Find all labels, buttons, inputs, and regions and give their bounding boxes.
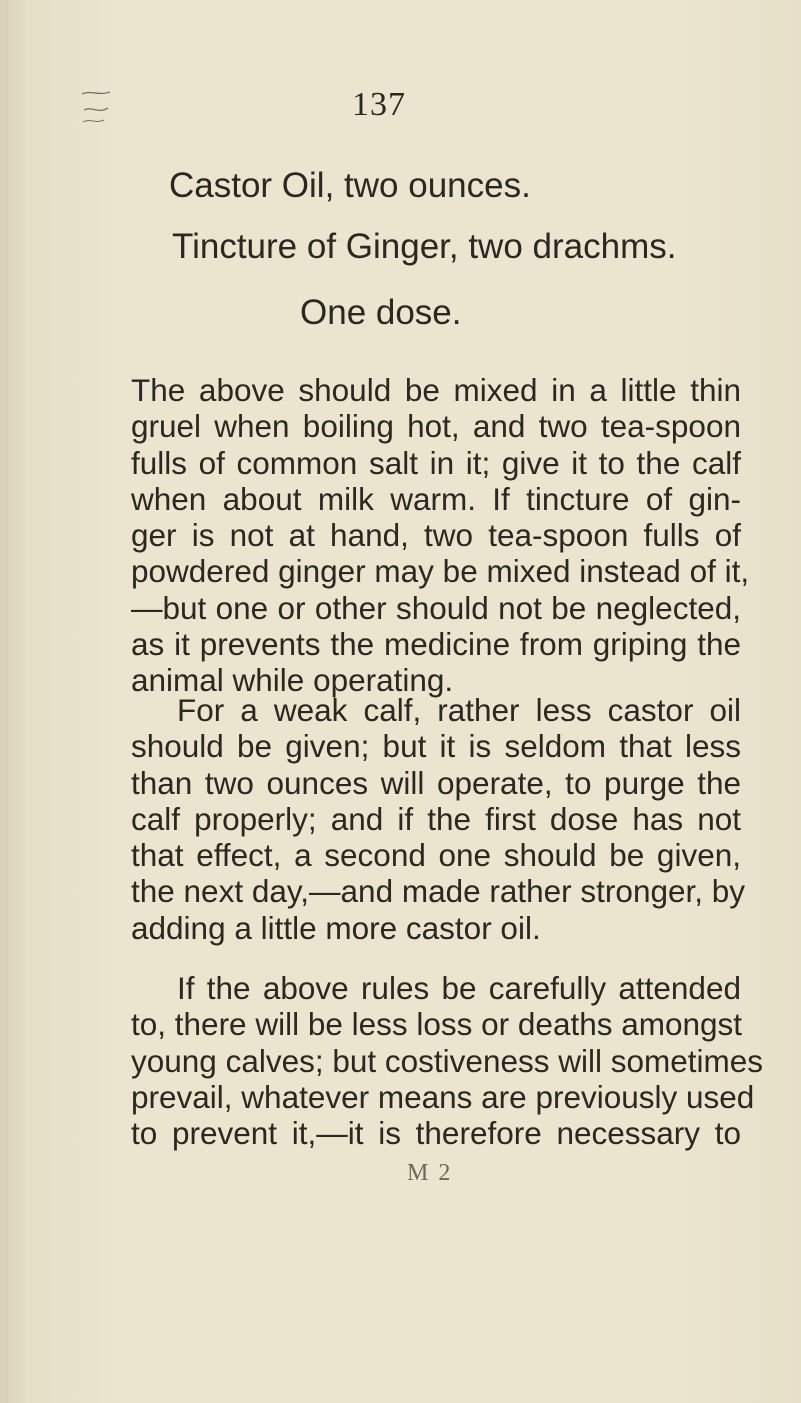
recipe-dose: One dose. [300, 293, 462, 332]
text-line: to prevent it,—it is therefore necessary to [131, 1115, 741, 1152]
page-number: 137 [352, 86, 406, 123]
text-line: the next day,—and made rather stronger, by [131, 873, 746, 910]
text-line: adding a little more castor oil. [131, 909, 541, 946]
page-gutter-edge [6, 0, 7, 1403]
recipe-ingredient-ginger: Tincture of Ginger, two drachms. [172, 227, 677, 266]
text-line: animal while operating. [131, 662, 454, 699]
text-line: prevail, whatever means are previously used [131, 1078, 755, 1115]
text-line: as it prevents the medicine from griping the [131, 626, 741, 663]
text-line: —but one or other should not be neglected, [131, 589, 741, 626]
text-line: ger is not at hand, two tea-spoon fulls of [131, 517, 741, 554]
text-line: For a weak calf, rather less castor oil [177, 692, 741, 728]
text-line: than two ounces will operate, to purge the [131, 764, 741, 801]
text-line: fulls of common salt in it; give it to the calf [131, 444, 741, 481]
text-line: gruel when boiling hot, and two tea-spoon [131, 408, 741, 445]
text-line: that effect, a second one should be given, [131, 837, 741, 874]
printer-signature-mark: M 2 [407, 1160, 453, 1186]
text-line: powdered ginger may be mixed instead of it, [131, 553, 750, 590]
text-line: The above should be mixed in a little thin [131, 372, 741, 408]
ink-smudge-mark [80, 88, 120, 128]
paragraph-weak-calf [131, 692, 746, 946]
text-line: when about milk warm. If tincture of gin- [131, 480, 741, 517]
paragraph-mixing-instructions [131, 372, 750, 699]
text-line: should be given; but it is seldom that less [131, 728, 741, 765]
recipe-ingredient-castor-oil: Castor Oil, two ounces. [169, 166, 531, 205]
text-line: to, there will be less loss or deaths amongst [131, 1006, 743, 1043]
text-line: If the above rules be carefully attended [177, 970, 741, 1006]
paragraph-rules-costiveness [131, 970, 764, 1152]
text-line: young calves; but costiveness will sometimes [131, 1042, 764, 1079]
text-line: calf properly; and if the first dose has not [131, 800, 741, 837]
